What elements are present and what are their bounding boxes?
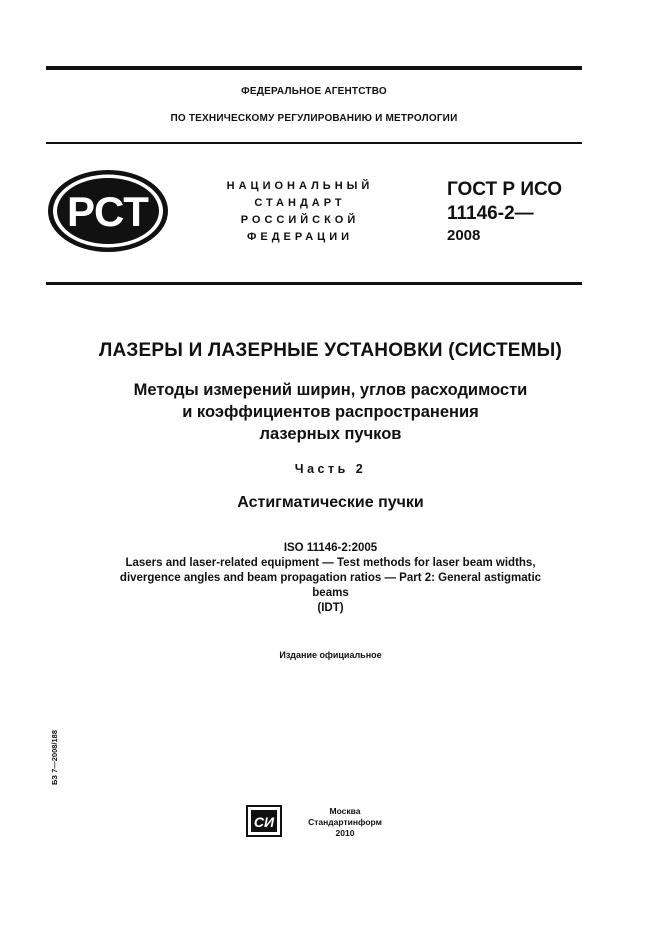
header-divider <box>46 142 582 144</box>
iso-line: (IDT) <box>317 602 344 614</box>
gost-year: 2008 <box>447 227 481 244</box>
national-standard-block <box>200 178 400 246</box>
publisher-logo-text: СИ <box>253 814 275 830</box>
iso-line: beams <box>312 587 349 599</box>
subtitle-line: лазерных пучков <box>259 425 402 443</box>
agency-line-1: ФЕДЕРАЛЬНОЕ АГЕНТСТВО <box>241 86 387 97</box>
subtitle-line: Методы измерений ширин, углов расходимости <box>133 381 528 399</box>
subtitle-line: и коэффициентов распространения <box>182 403 479 421</box>
part-label: Часть 2 <box>294 462 367 476</box>
iso-reference <box>0 541 661 616</box>
iso-line: divergence angles and beam propagation ratios — Part 2: General astigmatic <box>119 572 542 584</box>
publisher-logo <box>246 805 282 837</box>
iso-line: Lasers and laser-related equipment — Test methods for laser beam widths, <box>125 557 536 569</box>
iso-line: ISO 11146-2:2005 <box>283 542 378 554</box>
national-line: РОССИЙСКОЙ <box>240 214 360 226</box>
rst-logo <box>46 168 170 254</box>
national-line: ФЕДЕРАЦИИ <box>246 231 354 243</box>
edition-label: Издание официальное <box>279 650 382 660</box>
gost-line-1: ГОСТ Р ИСО <box>447 179 563 200</box>
publisher-year: 2010 <box>335 828 355 838</box>
publisher-info <box>300 806 390 839</box>
publisher-city: Москва <box>329 806 361 816</box>
national-line: НАЦИОНАЛЬНЫЙ <box>226 180 374 192</box>
logo-text: РСТ <box>67 188 149 235</box>
document-title: ЛАЗЕРЫ И ЛАЗЕРНЫЕ УСТАНОВКИ (СИСТЕМЫ) <box>98 340 563 361</box>
national-line: СТАНДАРТ <box>254 197 346 209</box>
gost-number <box>447 178 562 246</box>
document-subtitle <box>0 379 661 445</box>
block-divider <box>46 282 582 285</box>
gost-line-2: 11146-2— <box>447 203 534 224</box>
part-title: Астигматические пучки <box>237 494 424 511</box>
publisher-name: Стандартинформ <box>308 817 382 827</box>
agency-line-2: ПО ТЕХНИЧЕСКОМУ РЕГУЛИРОВАНИЮ И МЕТРОЛОГИИ <box>170 113 458 124</box>
top-rule-thick <box>46 66 582 70</box>
side-note: БЗ 7—2008/188 <box>50 729 59 785</box>
